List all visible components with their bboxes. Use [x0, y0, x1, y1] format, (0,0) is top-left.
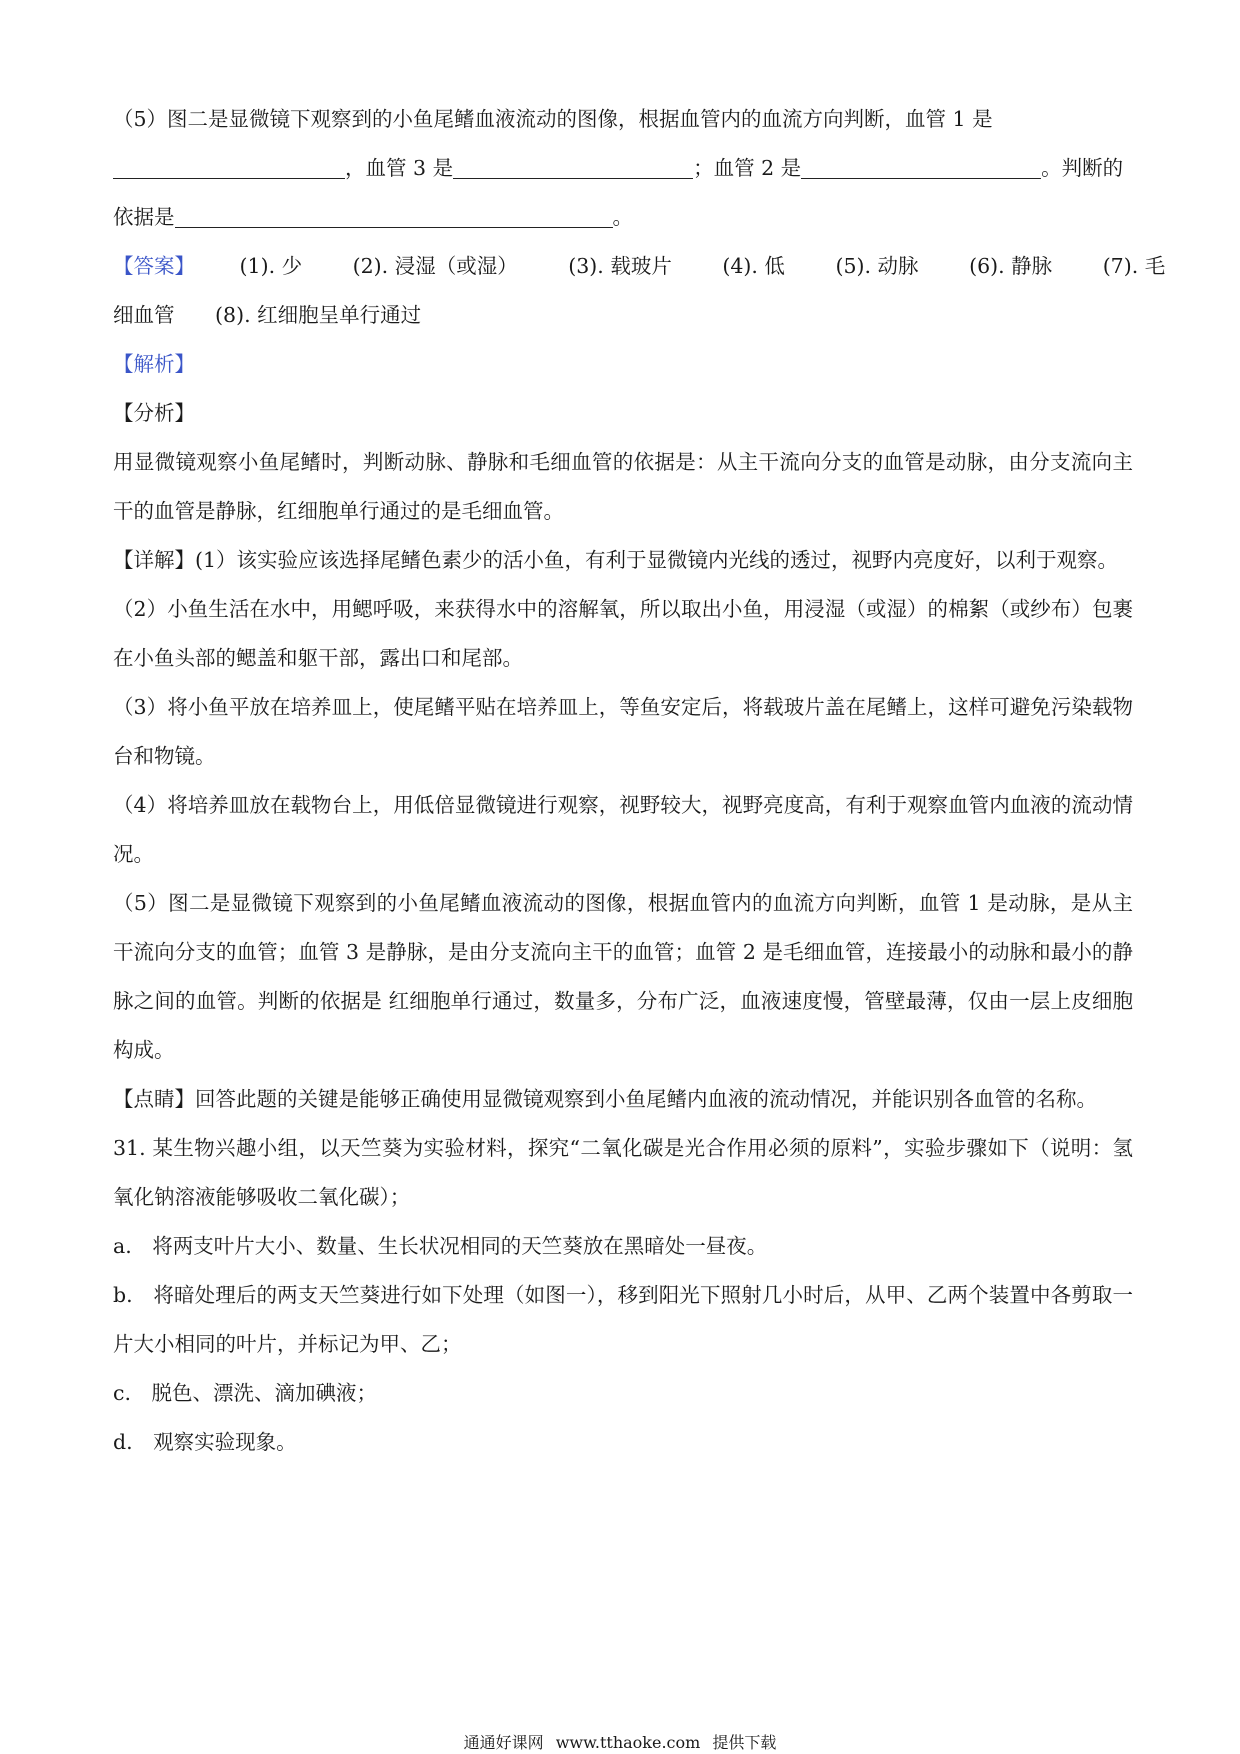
q5-basis-label: 依据是 [113, 205, 175, 229]
answer-item-5: (5). 动脉 [835, 254, 919, 278]
answer-item-2: (2). 浸湿（或湿） [352, 254, 518, 278]
answer-line1 [113, 242, 1166, 291]
answer-item-4: (4). 低 [722, 254, 785, 278]
detail-label: 【详解】 [113, 548, 195, 572]
footer-url[interactable]: www.tthaoke.com [555, 1733, 701, 1752]
answer-item-8: (8). 红细胞呈单行通过 [215, 303, 422, 327]
document-page [113, 95, 1166, 1467]
answer-item-3: (3). 载玻片 [568, 254, 672, 278]
answer-item-1: (1). 少 [239, 254, 303, 278]
q31-step-c: c. 脱色、漂洗、滴加碘液； [113, 1381, 377, 1405]
comment-text: 回答此题的关键是能够正确使用显微镜观察到小鱼尾鳍内血液的流动情况，并能识别各血管的名称。 [195, 1087, 1097, 1111]
footer-site: 通通好课网 [463, 1733, 544, 1752]
analysis-text: 用显微镜观察小鱼尾鳍时，判断动脉、静脉和毛细血管的依据是：从主干流向分支的血管是动脉，由分支流向主干的血管是静脉，红细胞单行通过的是毛细血管。 [113, 450, 1133, 523]
analysis-sub-label: 【分析】 [113, 401, 195, 425]
q5-question-text: （5）图二是显微镜下观察到的小鱼尾鳍血液流动的图像，根据血管内的血流方向判断，血管 1 是 [113, 107, 993, 131]
blank-vessel3[interactable] [453, 152, 693, 179]
q5-tail-judge: 。判断的 [1041, 156, 1124, 180]
q31-stem: 31. 某生物兴趣小组，以天竺葵为实验材料，探究“二氧化碳是光合作用必须的原料”，实验步骤如下（说明：氢氧化钠溶液能够吸收二氧化碳）； [113, 1136, 1133, 1209]
q5-line2 [113, 144, 1133, 193]
blank-basis[interactable] [175, 201, 613, 228]
q5-sep-vessel3: ，血管 3 是 [345, 156, 454, 180]
comment-label: 【点睛】 [113, 1087, 195, 1111]
blank-vessel1[interactable] [113, 152, 345, 179]
detail-p5: （5）图二是显微镜下观察到的小鱼尾鳍血液流动的图像，根据血管内的血流方向判断，血管 1 是动脉，是从主干流向分支的血管；血管 3 是静脉，是由分支流向主干的血管；血管 2 是毛细血管，连接最小的动脉和最小的静脉之间的血管。判断的依据是 红细胞单行通过，数量多，分布广泛，血液速度慢，管壁最薄，仅由一层上皮细胞构成。 [113, 891, 1133, 1062]
detail-p2: （2）小鱼生活在水中，用鳃呼吸，来获得水中的溶解氧，所以取出小鱼，用浸湿（或湿）的棉絮（或纱布）包裹在小鱼头部的鳃盖和躯干部，露出口和尾部。 [113, 597, 1133, 670]
q5-sep-vessel2: ；血管 2 是 [693, 156, 802, 180]
page-footer [0, 1730, 1240, 1753]
detail-p1 [113, 536, 1133, 585]
q5-line1 [113, 95, 1133, 144]
q5-line3 [113, 193, 1133, 242]
footer-note: 提供下载 [712, 1733, 777, 1752]
answer-line2 [113, 291, 1133, 340]
analysis-label: 【解析】 [113, 352, 195, 376]
answer-cont-prefix: 细血管 [113, 303, 175, 327]
detail-p4: （4）将培养皿放在载物台上，用低倍显微镜进行观察，视野较大，视野亮度高，有利于观察血管内血液的流动情况。 [113, 793, 1133, 866]
blank-vessel2[interactable] [801, 152, 1041, 179]
answer-item-6: (6). 静脉 [969, 254, 1053, 278]
comment-paragraph [113, 1075, 1133, 1124]
q5-end-mark: 。 [612, 205, 633, 229]
q31-step-b: b. 将暗处理后的两支天竺葵进行如下处理（如图一），移到阳光下照射几小时后，从甲、乙两个装置中各剪取一片大小相同的叶片，并标记为甲、乙； [113, 1283, 1133, 1356]
answer-item-7: (7). 毛 [1102, 254, 1166, 278]
detail-p1-text: (1）该实验应该选择尾鳍色素少的活小鱼，有利于显微镜内光线的透过，视野内亮度好，以利于观察。 [195, 548, 1119, 572]
detail-p3: （3）将小鱼平放在培养皿上，使尾鳍平贴在培养皿上，等鱼安定后，将载玻片盖在尾鳍上，这样可避免污染载物台和物镜。 [113, 695, 1133, 768]
q31-step-a: a. 将两支叶片大小、数量、生长状况相同的天竺葵放在黑暗处一昼夜。 [113, 1234, 768, 1258]
answer-label: 【答案】 [113, 254, 195, 278]
q31-step-d: d. 观察实验现象。 [113, 1430, 297, 1454]
